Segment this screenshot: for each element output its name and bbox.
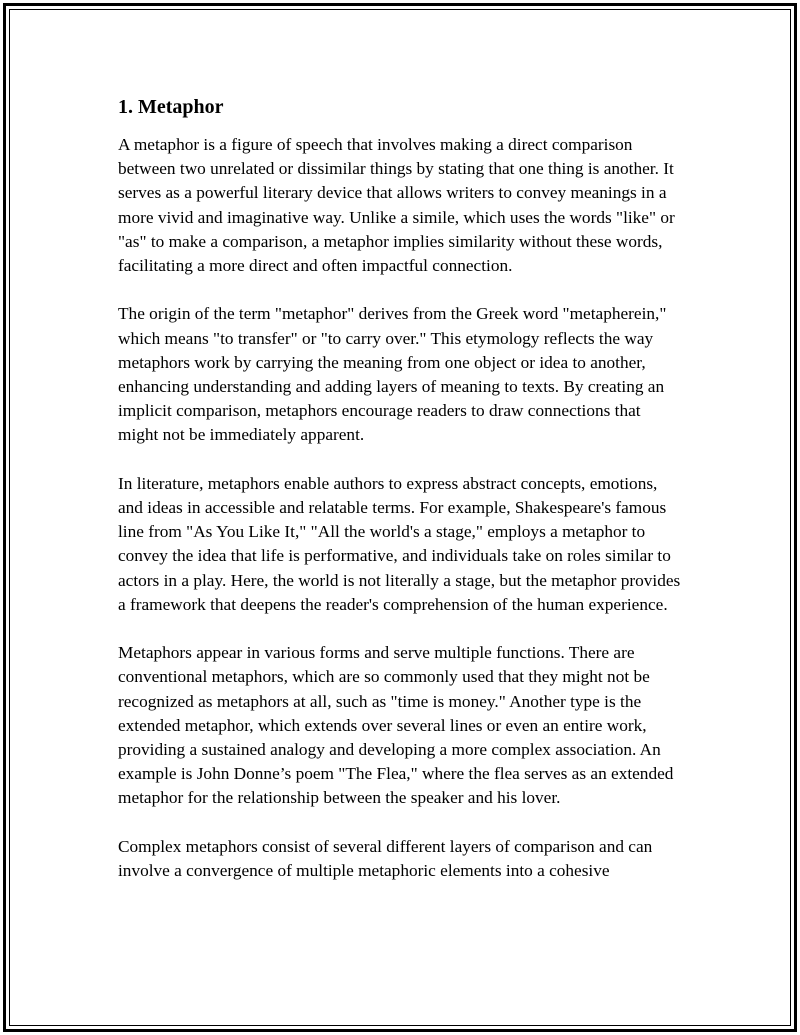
paragraph-forms: Metaphors appear in various forms and serve multiple functions. There are conventional metaphors, which are so commonly used that they might not be recognized as metaphors at all, such as "time is money." Another type is the extended metaphor, which extends over several lines or even an entire work, providing a sustained analogy and developing a more complex association. An example is John Donne’s poem "The Flea," where the flea serves as an extended metaphor for the relationship between the speaker and his lover. [118, 643, 674, 808]
paragraph-etymology: The origin of the term "metaphor" derives from the Greek word "metapherein," which means "to transfer" or "to carry over." This etymology reflects the way metaphors work by carrying the meaning from one object or idea to another, enhancing understanding and adding layers of meaning to texts. By creating an implicit comparison, metaphors encourage readers to draw connections that might not be immediately apparent. [118, 304, 667, 445]
paragraph-complex: Complex metaphors consist of several different layers of comparison and can involve a convergence of multiple metaphoric elements into a cohesive [118, 836, 653, 881]
section-heading: 1. Metaphor [118, 96, 224, 118]
paragraph-definition: A metaphor is a figure of speech that involves making a direct comparison between two unrelated or dissimilar things by stating that one thing is another. It serves as a powerful literary device that allows writers to convey meanings in a more vivid and imaginative way. Unlike a simile, which uses the words "like" or "as" to make a comparison, a metaphor implies similarity without these words, facilitating a more direct and often impactful connection. [118, 135, 675, 276]
paragraph-literature: In literature, metaphors enable authors to express abstract concepts, emotions, and ideas in accessible and relatable terms. For example, Shakespeare's famous line from "As You Like It," "All the world's a stage," employs a metaphor to convey the idea that life is performative, and individuals take on roles similar to actors in a play. Here, the world is not literally a stage, but the metaphor provides a framework that deepens the reader's comprehension of the human experience. [118, 473, 681, 614]
document-body [118, 93, 684, 907]
